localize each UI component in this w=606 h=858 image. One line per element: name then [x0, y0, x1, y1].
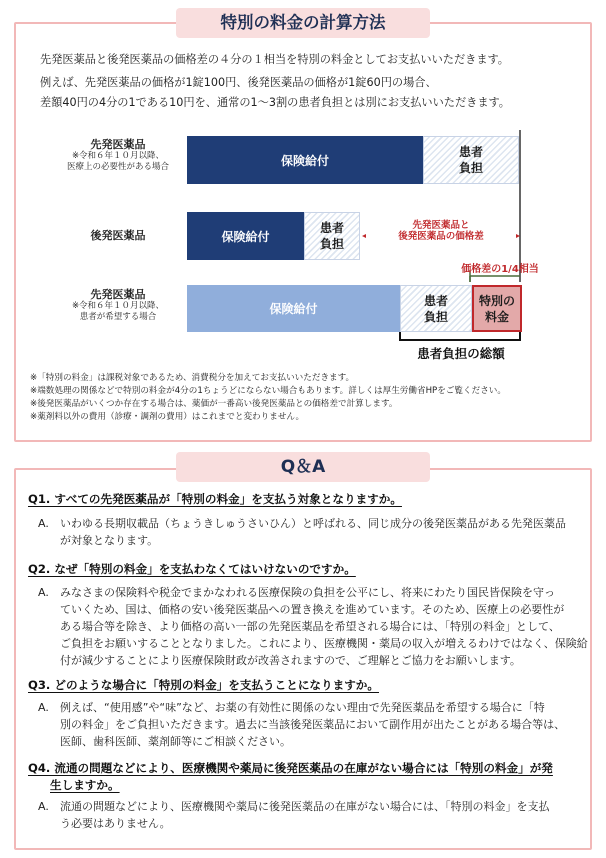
qa-question-2: Q2. なぜ「特別の料金」を支払わなくてはいけないのですか。	[28, 562, 356, 576]
row3-patient-bar	[400, 285, 472, 332]
qa-answer-2-mark: A.	[38, 586, 49, 599]
row1-title: 先発医薬品	[90, 138, 146, 151]
qa-answer-2-line-3: ある場合等を除き、より価格の高い一部の先発医薬品を希望される場合には、「特別の料金」として、	[60, 620, 560, 633]
qa-answer-2-line-4: ご負担をお願いすることとなりました。これにより、医療機関・薬局の収入が増えるわけではなく、保険給	[60, 637, 588, 650]
row2-patient-bar	[304, 212, 360, 260]
qa-answer-3-line-3: 医師、歯科医師、薬剤師等にご相談ください。	[60, 735, 291, 748]
intro-line-3: 差額40円の4分の1である10円を、通常の1～3割の患者負担とは別にお支払いいただきます。	[40, 96, 510, 109]
qa-answer-1-line-1: いわゆる長期収載品（ちょうきしゅうさいひん）と呼ばれる、同じ成分の後発医薬品がある先発医薬品	[60, 517, 566, 530]
qa-answer-1-mark: A.	[38, 517, 49, 530]
row2-patient-1: 患者	[319, 221, 344, 235]
row3-label	[58, 288, 178, 323]
row3-fee-2: 料金	[484, 309, 509, 324]
row3-special-fee-bar	[472, 285, 522, 332]
qa-question-3: Q3. どのような場合に「特別の料金」を支払うことになりますか。	[28, 678, 379, 692]
intro-line-1: 先発医薬品と後発医薬品の価格差の４分の１相当を特別の料金としてお支払いいただきます。	[40, 53, 509, 66]
qa-answer-3-mark: A.	[38, 701, 49, 714]
calculation-section-title: 特別の料金の計算方法	[176, 8, 430, 38]
qa-answer-1-line-2: が対象となります。	[60, 534, 159, 547]
row3-sub1: ※令和６年１０月以降、	[71, 301, 165, 311]
row2-insurance-bar: 保険給付	[187, 212, 304, 260]
row2-patient-2: 負担	[319, 237, 344, 251]
price-diff-label-2: 後発医薬品の価格差	[398, 231, 484, 242]
row1-patient-bar	[423, 136, 519, 184]
row1-insurance-bar: 保険給付	[187, 136, 423, 184]
quarter-label: 価格差の1/4相当	[461, 264, 539, 275]
row3-sub2: 患者が希望する場合	[79, 312, 157, 322]
qa-answer-2-line-5: 付が減少することにより医療保険財政が改善されますので、ご理解とご協力をお願いします。	[60, 654, 521, 667]
qa-answer-2-line-1: みなさまの保険料や税金でまかなわれる医療保険の負担を公平にし、将来にわたり国民皆保険を守っ	[60, 586, 555, 599]
note-3: ※後発医薬品がいくつか存在する場合は、薬価が一番高い後発医薬品との価格差で計算します。	[30, 399, 398, 409]
qa-answer-4-mark: A.	[38, 800, 49, 813]
price-diff-label-1: 先発医薬品と	[412, 220, 470, 231]
qa-section-title: Q＆A	[176, 452, 430, 482]
price-diff-label	[366, 220, 516, 242]
row2-label: 後発医薬品	[90, 229, 146, 242]
row1-patient-2: 負担	[458, 161, 483, 175]
qa-answer-2-line-2: ていくため、国は、価格の安い後発医薬品への置き換えを進めています。そのため、医療上の必要性が	[60, 603, 565, 616]
qa-answer-3-line-2: 別の料金」をご負担いただきます。過去に当該後発医薬品において副作用が出たことがある場合等は、	[60, 718, 566, 731]
note-1: ※「特別の料金」は課税対象であるため、消費税分を加えてお支払いいただきます。	[30, 373, 355, 383]
total-label: 患者負担の総額	[417, 346, 505, 361]
intro-line-2: 例えば、先発医薬品の価格が1錠100円、後発医薬品の価格が1錠60円の場合、	[40, 76, 437, 89]
row3-title: 先発医薬品	[90, 288, 146, 301]
row1-sub2: 医療上の必要性がある場合	[66, 162, 169, 172]
qa-question-4-cont: 生しますか。	[50, 778, 120, 792]
qa-answer-3-line-1: 例えば、“使用感”や“味”など、お薬の有効性に関係のない理由で先発医薬品を希望する場合に「特	[60, 701, 545, 714]
row3-patient-1: 患者	[423, 293, 448, 308]
row3-fee-1: 特別の	[478, 293, 515, 308]
row3-insurance-bar: 保険給付	[187, 285, 400, 332]
row1-sub1: ※令和６年１０月以降、	[71, 151, 165, 161]
qa-question-1: Q1. すべての先発医薬品が「特別の料金」を支払う対象となりますか。	[28, 492, 402, 506]
row1-label	[58, 138, 178, 173]
row3-patient-2: 負担	[423, 309, 448, 324]
row1-patient-1: 患者	[458, 145, 483, 159]
note-4: ※薬剤料以外の費用（診療・調剤の費用）はこれまでと変わりません。	[30, 412, 305, 422]
note-2: ※端数処理の関係などで特別の料金が4分の1ちょうどにならない場合もあります。詳しくは厚生労働省HPをご覧ください。	[30, 386, 506, 396]
qa-answer-4-line-1: 流通の問題などにより、医療機関や薬局に後発医薬品の在庫がない場合には、「特別の料金」を支払	[60, 800, 550, 813]
qa-question-4: Q4. 流通の問題などにより、医療機関や薬局に後発医薬品の在庫がない場合には「特別の料金」が発	[28, 761, 553, 775]
qa-answer-4-line-2: う必要はありません。	[60, 817, 171, 830]
